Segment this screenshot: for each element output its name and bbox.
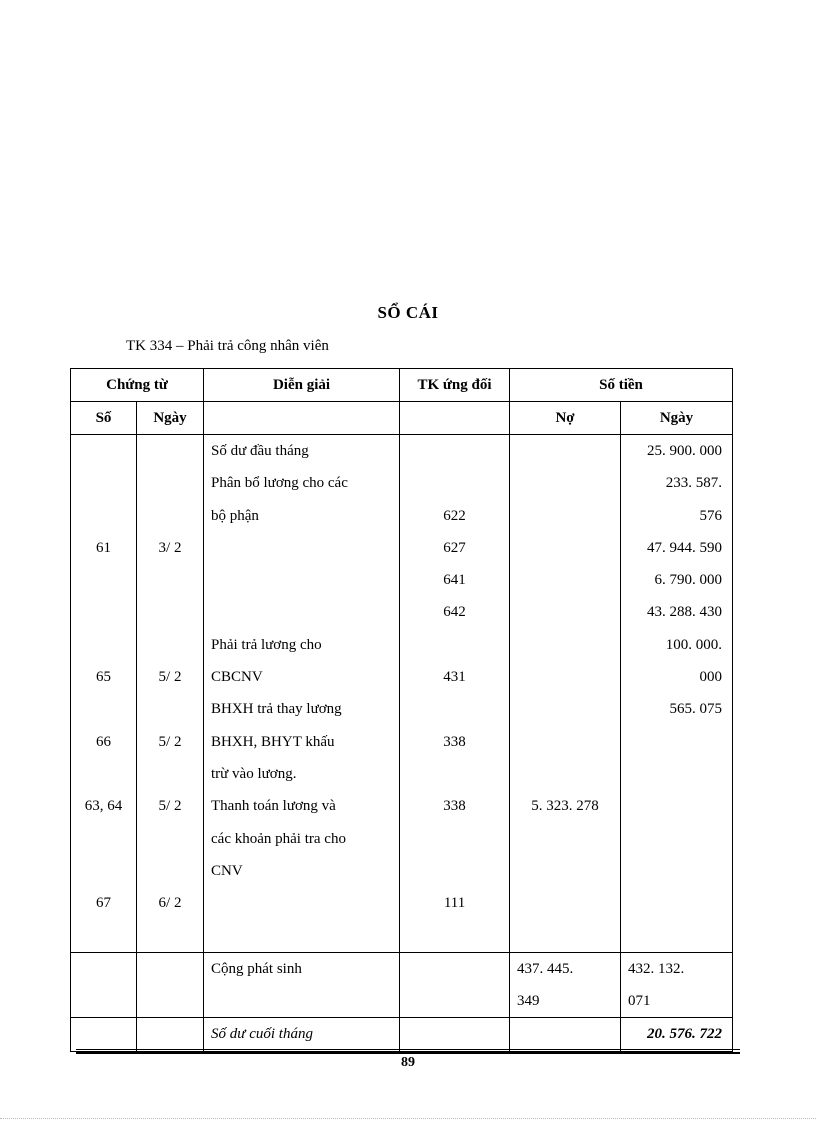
co-line: 43. 288. 430 bbox=[647, 604, 723, 621]
ngay-line bbox=[137, 919, 203, 951]
header-blank bbox=[400, 402, 510, 435]
header-dien-giai: Diễn giải bbox=[204, 369, 400, 402]
so-line bbox=[71, 693, 136, 725]
dien-giai-line: Số dư đầu tháng bbox=[211, 443, 309, 459]
ngay-line: 3/ 2 bbox=[158, 539, 182, 556]
cell-blank bbox=[510, 1018, 621, 1051]
so-line bbox=[71, 500, 136, 532]
co-line: 6. 790. 000 bbox=[654, 572, 723, 589]
so-line bbox=[71, 629, 136, 661]
header-no: Nợ bbox=[510, 402, 621, 435]
col-so bbox=[71, 435, 137, 953]
ngay-line bbox=[137, 435, 203, 467]
ngay-line bbox=[137, 500, 203, 532]
cell-blank bbox=[71, 1018, 137, 1051]
tk-line: 338 bbox=[443, 798, 466, 815]
no-line bbox=[510, 693, 620, 725]
ngay-line: 5/ 2 bbox=[158, 798, 182, 815]
so-line bbox=[71, 823, 136, 855]
ngay-line: 6/ 2 bbox=[158, 895, 182, 912]
col-no bbox=[510, 435, 621, 953]
tk-line: 338 bbox=[443, 733, 466, 750]
dien-giai-line: CBCNV bbox=[211, 669, 263, 686]
ngay-line bbox=[137, 596, 203, 628]
tk-line bbox=[400, 629, 509, 661]
col-co bbox=[621, 435, 733, 953]
no-line bbox=[510, 726, 620, 758]
no-line bbox=[510, 919, 620, 951]
tk-line: 111 bbox=[443, 895, 466, 912]
cell-blank bbox=[400, 1018, 510, 1051]
page-bottom-dots bbox=[0, 1118, 816, 1119]
header-chung-tu: Chứng từ bbox=[71, 369, 204, 402]
header-row-2 bbox=[71, 402, 733, 435]
so-line bbox=[71, 919, 136, 951]
footer-rule bbox=[76, 1049, 740, 1050]
co-line: 100. 000. bbox=[665, 636, 723, 653]
so-line bbox=[71, 855, 136, 887]
co-line bbox=[621, 887, 732, 919]
col-ngay bbox=[137, 435, 204, 953]
co-line bbox=[621, 790, 732, 822]
dien-giai-line bbox=[204, 919, 399, 951]
co-line bbox=[621, 726, 732, 758]
so-line: 67 bbox=[96, 895, 111, 912]
cell-blank bbox=[71, 952, 137, 1018]
so-line: 63, 64 bbox=[84, 798, 123, 815]
so-du-cuoi-co: 20. 576. 722 bbox=[621, 1018, 733, 1051]
col-tk bbox=[400, 435, 510, 953]
table-body-row bbox=[71, 435, 733, 953]
so-line bbox=[71, 596, 136, 628]
ngay-line bbox=[137, 693, 203, 725]
co-line: 576 bbox=[699, 507, 723, 524]
no-line bbox=[510, 887, 620, 919]
header-so-tien: Số tiền bbox=[510, 369, 733, 402]
ngay-line: 5/ 2 bbox=[158, 733, 182, 750]
cell-blank bbox=[400, 952, 510, 1018]
col-dien-giai bbox=[204, 435, 400, 953]
cong-phat-sinh-label: Cộng phát sinh bbox=[204, 952, 400, 1018]
ngay-line bbox=[137, 823, 203, 855]
cell-blank bbox=[137, 952, 204, 1018]
so-line bbox=[71, 435, 136, 467]
page-title: SỔ CÁI bbox=[377, 303, 439, 322]
tk-line bbox=[400, 823, 509, 855]
no-line: 5. 323. 278 bbox=[531, 798, 599, 815]
tk-line bbox=[400, 467, 509, 499]
header-tk-ung-doi: TK ứng đối bbox=[400, 369, 510, 402]
tk-line: 641 bbox=[443, 572, 466, 589]
tk-line bbox=[400, 855, 509, 887]
header-ngay: Ngày bbox=[137, 402, 204, 435]
co-line: 233. 587. bbox=[665, 475, 723, 492]
header-so: Số bbox=[71, 402, 137, 435]
tk-line: 431 bbox=[443, 669, 466, 686]
so-du-cuoi-label: Số dư cuối tháng bbox=[204, 1018, 400, 1051]
tk-line bbox=[400, 919, 509, 951]
co-line: 565. 075 bbox=[669, 701, 723, 718]
so-line: 61 bbox=[96, 539, 111, 556]
dien-giai-line: BHXH, BHYT khấu bbox=[211, 733, 335, 750]
tk-line: 627 bbox=[443, 539, 466, 556]
co-line bbox=[621, 855, 732, 887]
header-row-1 bbox=[71, 369, 733, 402]
no-line bbox=[510, 758, 620, 790]
so-line bbox=[71, 564, 136, 596]
no-line bbox=[510, 823, 620, 855]
ledger-table bbox=[70, 368, 733, 1052]
dien-giai-line: Phân bổ lương cho các bbox=[211, 475, 348, 492]
no-line bbox=[510, 532, 620, 564]
tk-line bbox=[400, 693, 509, 725]
no-line bbox=[510, 564, 620, 596]
dien-giai-line: CNV bbox=[211, 862, 243, 879]
co-line: 000 bbox=[699, 669, 723, 686]
co-line bbox=[621, 919, 732, 951]
dien-giai-line: bộ phận bbox=[211, 507, 259, 524]
tk-line bbox=[400, 435, 509, 467]
dien-giai-line: Thanh toán lương và bbox=[211, 798, 336, 815]
co-line bbox=[621, 823, 732, 855]
co-line: 47. 944. 590 bbox=[647, 539, 723, 556]
tk-line: 622 bbox=[443, 507, 466, 524]
so-du-cuoi-row bbox=[71, 1018, 733, 1051]
cong-phat-sinh-no: 437. 445. 349 bbox=[510, 952, 621, 1018]
so-line: 65 bbox=[96, 669, 111, 686]
dien-giai-line bbox=[204, 596, 399, 628]
tk-line bbox=[400, 758, 509, 790]
no-line bbox=[510, 596, 620, 628]
ngay-line bbox=[137, 758, 203, 790]
tk-line: 642 bbox=[443, 604, 466, 621]
co-line bbox=[621, 758, 732, 790]
header-co: Ngày bbox=[621, 402, 733, 435]
ngay-line bbox=[137, 629, 203, 661]
ngay-line bbox=[137, 855, 203, 887]
ngay-line: 5/ 2 bbox=[158, 669, 182, 686]
dien-giai-line: các khoản phải tra cho bbox=[211, 830, 346, 847]
ngay-line bbox=[137, 467, 203, 499]
dien-giai-line: Phải trả lương cho bbox=[211, 636, 322, 653]
cell-blank bbox=[137, 1018, 204, 1051]
no-line bbox=[510, 500, 620, 532]
page-number: 89 bbox=[401, 1055, 415, 1070]
no-line bbox=[510, 629, 620, 661]
ngay-line bbox=[137, 564, 203, 596]
so-line bbox=[71, 758, 136, 790]
no-line bbox=[510, 855, 620, 887]
cong-phat-sinh-co: 432. 132. 071 bbox=[621, 952, 733, 1018]
so-line bbox=[71, 467, 136, 499]
dien-giai-line bbox=[204, 564, 399, 596]
no-line bbox=[510, 435, 620, 467]
account-subtitle: TK 334 – Phải trả công nhân viên bbox=[126, 338, 329, 354]
dien-giai-line bbox=[204, 887, 399, 919]
header-blank bbox=[204, 402, 400, 435]
cong-phat-sinh-row bbox=[71, 952, 733, 1018]
dien-giai-line bbox=[204, 532, 399, 564]
no-line bbox=[510, 467, 620, 499]
so-line: 66 bbox=[96, 733, 111, 750]
dien-giai-line: BHXH trả thay lương bbox=[211, 701, 342, 718]
co-line: 25. 900. 000 bbox=[647, 443, 723, 459]
dien-giai-line: trừ vào lương. bbox=[211, 765, 297, 782]
footer-rule bbox=[76, 1052, 740, 1054]
no-line bbox=[510, 661, 620, 693]
